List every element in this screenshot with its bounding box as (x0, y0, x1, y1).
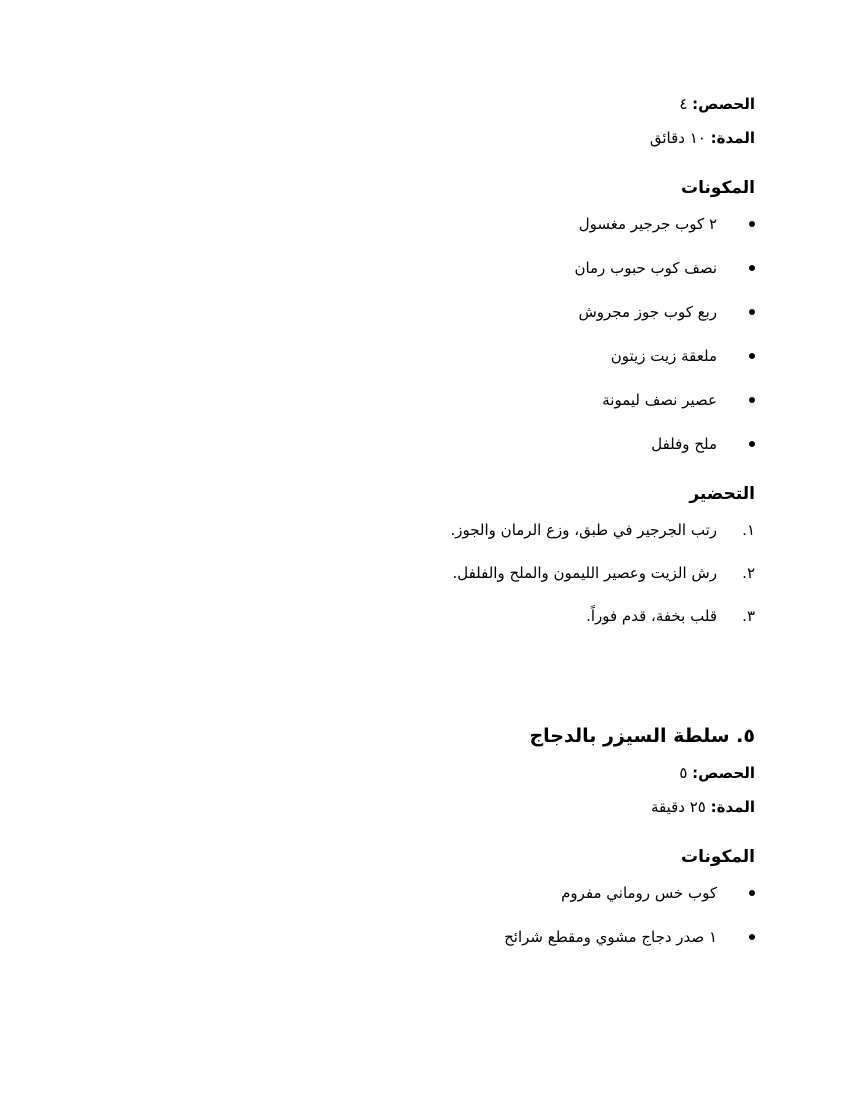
servings-value: ٤ (679, 95, 688, 113)
step-item (95, 518, 755, 561)
ingredient-text: عصير نصف ليمونة (602, 391, 717, 409)
bullet-icon (749, 934, 755, 940)
duration-label: المدة: (710, 129, 755, 147)
duration-line (95, 795, 755, 819)
duration-label: المدة: (710, 798, 755, 816)
step-text: رش الزيت وعصير الليمون والملح والفلفل. (452, 564, 717, 582)
servings-line (95, 92, 755, 116)
ingredient-text: ١ صدر دجاج مشوي ومقطع شرائح (504, 928, 717, 946)
servings-label: الحصص: (692, 764, 755, 782)
recipe-title: ٥. سلطة السيزر بالدجاج (529, 725, 755, 747)
ingredient-text: نصف كوب حبوب رمان (574, 259, 717, 277)
ingredients-heading: المكونات (680, 847, 755, 867)
servings-value: ٥ (679, 764, 688, 782)
step-item (95, 561, 755, 604)
bullet-icon (749, 221, 755, 227)
list-item (95, 256, 755, 300)
ingredients-list (95, 881, 755, 969)
servings-label: الحصص: (692, 95, 755, 113)
step-number: ١. (742, 521, 755, 539)
list-item (95, 432, 755, 476)
ingredients-list (95, 212, 755, 476)
preparation-steps (95, 518, 755, 647)
bullet-icon (749, 397, 755, 403)
list-item (95, 881, 755, 925)
step-number: ٢. (742, 564, 755, 582)
bullet-icon (749, 441, 755, 447)
list-item (95, 925, 755, 969)
bullet-icon (749, 309, 755, 315)
ingredients-heading: المكونات (680, 178, 755, 198)
ingredient-text: ٢ كوب جرجير مغسول (578, 215, 717, 233)
servings-line (95, 761, 755, 785)
list-item (95, 300, 755, 344)
ingredient-text: ملعقة زيت زيتون (610, 347, 717, 365)
bullet-icon (749, 890, 755, 896)
list-item (95, 388, 755, 432)
duration-line (95, 126, 755, 150)
ingredient-text: كوب خس روماني مفروم (561, 884, 717, 902)
step-text: قلب بخفة، قدم فوراً. (586, 607, 717, 625)
bullet-icon (749, 353, 755, 359)
step-item (95, 604, 755, 647)
ingredient-text: ملح وفلفل (651, 435, 717, 453)
duration-value: ٢٥ دقيقة (650, 798, 706, 816)
bullet-icon (749, 265, 755, 271)
document-content (95, 92, 755, 969)
list-item (95, 344, 755, 388)
step-number: ٣. (742, 607, 755, 625)
preparation-heading: التحضير (689, 484, 755, 504)
step-text: رتب الجرجير في طبق، وزع الرمان والجوز. (450, 521, 717, 539)
duration-value: ١٠ دقائق (649, 129, 706, 147)
list-item (95, 212, 755, 256)
ingredient-text: ربع كوب جوز مجروش (578, 303, 717, 321)
